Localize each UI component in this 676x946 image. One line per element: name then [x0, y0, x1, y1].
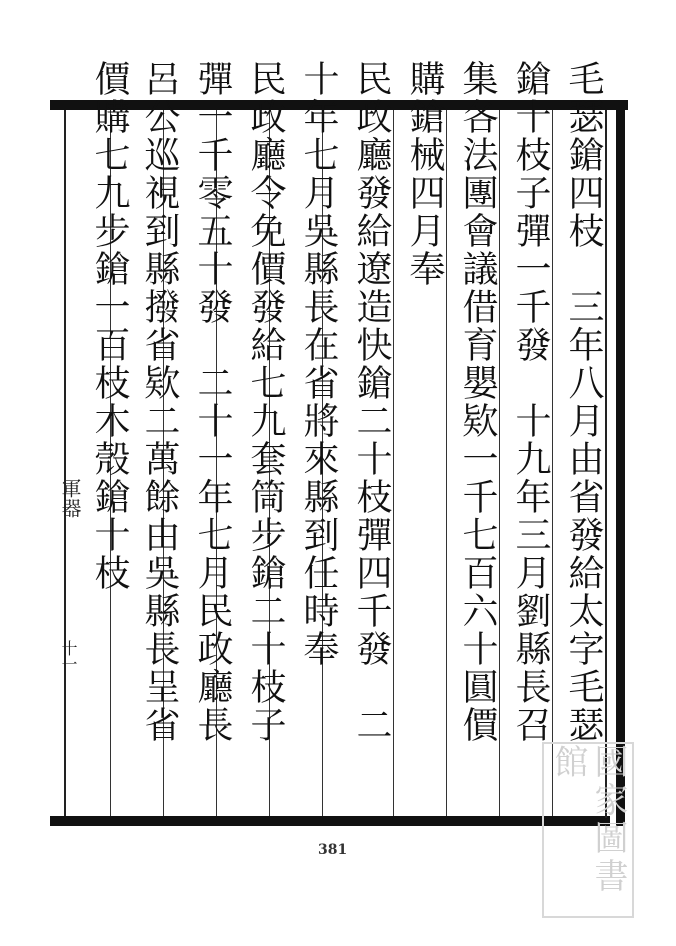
text-column-6: 十年七月吳縣長在省將來縣到任時奉 [298, 60, 339, 668]
page-number: 381 [318, 842, 348, 858]
right-border-rule [616, 100, 625, 826]
text-column-2: 鎗十枝子彈一千發 十九年三月劉縣長召 [510, 60, 551, 744]
margin-page-mark: 十一 [59, 640, 78, 672]
text-column-1: 毛瑟鎗四枝 三年八月由省發給太字毛瑟 [563, 60, 604, 744]
text-column-4: 購鎗械四月奉 [404, 60, 445, 288]
stamp-text: 國家圖書館 [548, 744, 628, 896]
text-column-10: 價購七九步鎗一百枝木殼鎗十枝 [89, 60, 130, 592]
text-column-5: 民政廳發給遼造快鎗二十枝彈四千發 二 [351, 60, 392, 744]
bottom-border-rule [50, 816, 610, 826]
text-column-3: 集各法團會議借育嬰欵一千七百六十圓價 [457, 60, 498, 744]
text-column-8: 彈一千零五十發 二十一年七月民政廳長 [192, 60, 233, 744]
text-column-9: 呂公巡視到縣撥省欵二萬餘由吳縣長呈省 [139, 60, 180, 744]
margin-title: 軍器 [58, 478, 82, 518]
margin-strip [52, 110, 82, 810]
text-column-7: 民政廳令免價發給七九套筒步鎗二十枝子 [245, 60, 286, 744]
library-watermark-stamp [542, 742, 634, 918]
